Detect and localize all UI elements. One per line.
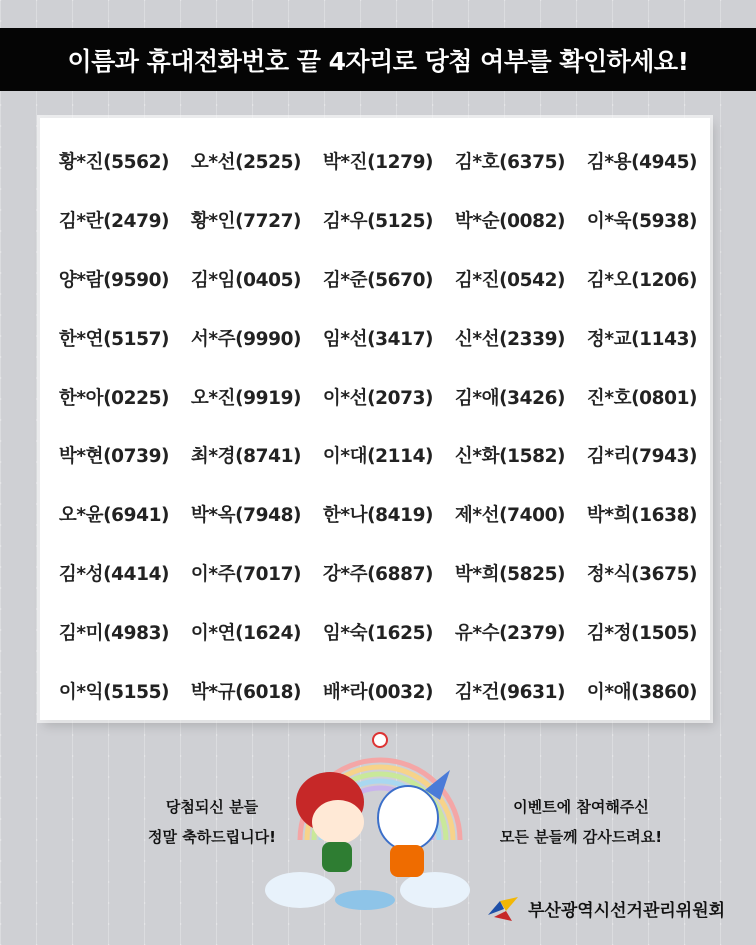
badge-icon	[373, 733, 387, 747]
winner-entry: 임*선(3417)	[322, 328, 434, 350]
winner-entry: 박*진(1279)	[322, 152, 434, 174]
winner-entry: 김*진(0542)	[454, 269, 566, 291]
winner-entry: 신*선(2339)	[454, 328, 566, 350]
winner-entry: 신*화(1582)	[454, 446, 566, 468]
winner-entry: 오*진(9919)	[190, 387, 302, 409]
winner-entry: 한*나(8419)	[322, 505, 434, 527]
org-name: 부산광역시선거관리위원회	[528, 900, 726, 920]
winner-entry: 한*아(0225)	[58, 387, 170, 409]
winner-entry: 김*용(4945)	[586, 152, 698, 174]
winner-entry: 황*진(5562)	[58, 152, 170, 174]
election-commission-logo-icon	[486, 893, 520, 923]
page-title-bar	[0, 28, 756, 91]
winner-entry: 박*희(5825)	[454, 563, 566, 585]
winner-entry: 박*옥(7948)	[190, 505, 302, 527]
winners-panel	[40, 118, 710, 720]
winner-entry: 박*순(0082)	[454, 211, 566, 233]
winner-entry: 김*준(5670)	[322, 269, 434, 291]
winner-entry: 이*대(2114)	[322, 446, 434, 468]
winner-entry: 제*선(7400)	[454, 505, 566, 527]
winner-entry: 강*주(6887)	[322, 563, 434, 585]
thanks-line-1: 이벤트에 참여해주신	[513, 798, 649, 816]
winner-entry: 이*연(1624)	[190, 622, 302, 644]
winner-entry: 이*익(5155)	[58, 681, 170, 703]
mascot-illustration	[260, 730, 500, 930]
winner-entry: 한*연(5157)	[58, 328, 170, 350]
mascot-red-hat	[296, 772, 364, 872]
winner-entry: 이*욱(5938)	[586, 211, 698, 233]
winner-entry: 김*정(1505)	[586, 622, 698, 644]
mascot-stand	[335, 890, 395, 910]
winner-entry: 오*선(2525)	[190, 152, 302, 174]
winner-entry: 임*숙(1625)	[322, 622, 434, 644]
winners-grid	[48, 132, 708, 720]
winner-entry: 김*건(9631)	[454, 681, 566, 703]
winner-entry: 박*희(1638)	[586, 505, 698, 527]
winner-entry: 이*주(7017)	[190, 563, 302, 585]
winner-entry: 김*성(4414)	[58, 563, 170, 585]
org-signature	[486, 890, 725, 926]
winner-entry: 김*애(3426)	[454, 387, 566, 409]
winner-entry: 배*라(0032)	[322, 681, 434, 703]
winner-entry: 김*호(6375)	[454, 152, 566, 174]
winner-entry: 정*식(3675)	[586, 563, 698, 585]
congrats-line-1: 당첨되신 분들	[165, 798, 259, 816]
cloud-right	[400, 872, 470, 908]
winner-entry: 오*윤(6941)	[58, 505, 170, 527]
winner-entry: 이*선(2073)	[322, 387, 434, 409]
winner-entry: 서*주(9990)	[190, 328, 302, 350]
winner-entry: 유*수(2379)	[454, 622, 566, 644]
winner-entry: 박*현(0739)	[58, 446, 170, 468]
winner-entry: 이*애(3860)	[586, 681, 698, 703]
cloud-left	[265, 872, 335, 908]
winner-entry: 김*리(7943)	[586, 446, 698, 468]
winner-entry: 정*교(1143)	[586, 328, 698, 350]
winner-entry: 김*우(5125)	[322, 211, 434, 233]
winner-entry: 최*경(8741)	[190, 446, 302, 468]
thanks-line-2: 모든 분들께 감사드려요!	[499, 828, 663, 846]
winner-entry: 양*람(9590)	[58, 269, 170, 291]
winner-entry: 황*인(7727)	[190, 211, 302, 233]
winner-entry: 김*오(1206)	[586, 269, 698, 291]
congrats-line-2: 정말 축하드립니다!	[148, 828, 276, 846]
winner-entry: 김*임(0405)	[190, 269, 302, 291]
winner-entry: 김*란(2479)	[58, 211, 170, 233]
thanks-message	[478, 792, 684, 852]
page-title: 이름과 휴대전화번호 끝 4자리로 당첨 여부를 확인하세요!	[67, 46, 689, 76]
winner-entry: 진*호(0801)	[586, 387, 698, 409]
winner-entry: 김*미(4983)	[58, 622, 170, 644]
winner-entry: 박*규(6018)	[190, 681, 302, 703]
